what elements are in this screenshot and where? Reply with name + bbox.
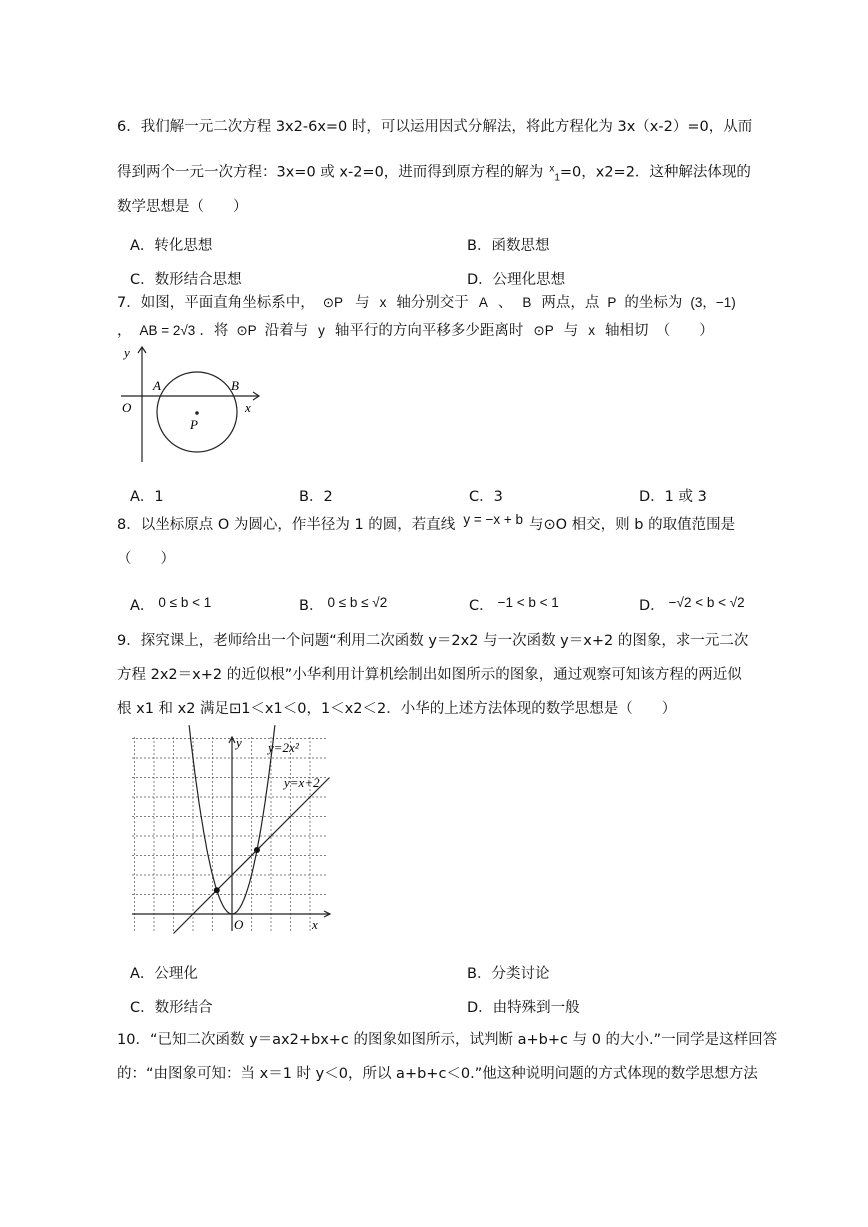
q8-text-a: 8．以坐标原点 O 为圆心，作半径为 1 的圆，若直线 [117, 517, 456, 533]
q10-line2: 的：“由图象可知：当 x＝1 时 y＜0，所以 a+b+c＜0.”他这种说明问题的方式体现的数学思想方法 [117, 1066, 758, 1082]
q7-x-symbol: x [379, 295, 387, 310]
q7-text-h: 沿着与 [264, 323, 309, 339]
q9-figure [128, 733, 334, 935]
q9-grid [132, 737, 328, 931]
q6-line1: 6．我们解一元二次方程 3x2-6x=0 时，可以运用因式分解法，将此方程化为 3x（x-2）=0，从而 [117, 119, 753, 135]
q7-line2 [117, 323, 714, 340]
q6-line2-text-b: =0，x2=2．这种解法体现的 [559, 164, 751, 181]
q7-text-f: 的坐标为 [624, 295, 683, 311]
q9-line3: 根 x1 和 x2 满足⊡1＜x1＜0，1＜x2＜2．小华的上述方法体现的数学思想是（ ） [117, 701, 677, 717]
q7-fig-y-label: y [124, 345, 130, 360]
q8-text-b: 与⊙O 相交，则 b 的取值范围是 [528, 517, 736, 533]
q9-x-label: x [312, 917, 318, 932]
q7-y-symbol: y [318, 323, 325, 338]
q6-option-b: B．函数思想 [467, 238, 550, 254]
q8-option-d-math: −√2 < b < √2 [668, 595, 745, 610]
q7-fig-origin-label: O [122, 400, 132, 415]
q7-text-i: 轴平行的方向平移多少距离时 [334, 323, 524, 339]
q9-option-a: A．公理化 [130, 966, 198, 982]
q7-comma: ， [117, 323, 132, 339]
q9-line-label: y=x+2 [284, 775, 320, 790]
q8-line1 [117, 512, 736, 534]
q7-point-a: A [478, 295, 488, 310]
q10-line1: 10．“已知二次函数 y＝ax2+bx+c 的图象如图所示，试判断 a+b+c 与 0 的大小.”一同学是这样回答 [117, 1032, 778, 1048]
q8-option-a-math: 0 ≤ b < 1 [158, 595, 212, 610]
q7-fig-x-label: x [245, 400, 251, 415]
q7-text-g: ．将 [199, 323, 229, 339]
q8-option-c: C． −1 < b < 1 [469, 595, 559, 614]
q7-option-c: C．3 [469, 489, 503, 505]
q9-intersection-2 [254, 847, 260, 853]
q6-line3: 数学思想是（ ） [117, 199, 248, 215]
q6-x1: $^x_1$ [549, 163, 560, 184]
q6-line2-text: 得到两个一元一次方程：3x=0 或 x-2=0，进而得到原方程的解为 [117, 164, 544, 181]
q8-option-a: A． 0 ≤ b < 1 [130, 595, 212, 614]
q7-text-e: 两点，点 [541, 295, 600, 311]
q9-line1: 9．探究课上，老师给出一个问题“利用二次函数 y＝2x2 与一次函数 y＝x+2 的图象，求一元二次 [117, 633, 749, 649]
q6-option-c: C．数形结合思想 [130, 272, 242, 288]
q8-option-b: B． 0 ≤ b ≤ √2 [299, 595, 388, 614]
q8-line-equation: y = −x + b [463, 512, 523, 527]
q7-fig-b-label: B [231, 378, 239, 393]
q8-option-c-math: −1 < b < 1 [497, 595, 559, 610]
q9-option-c: C．数形结合 [130, 1000, 213, 1016]
q9-option-b: B．分类讨论 [467, 966, 550, 982]
q7-coordinate: (3，−1) [690, 295, 736, 310]
q7-text-b: 与 [355, 295, 370, 311]
q7-point-p: P [607, 295, 617, 310]
q6-option-a: A．转化思想 [130, 238, 213, 254]
q8-option-b-math: 0 ≤ b ≤ √2 [327, 595, 388, 610]
q7-fig-p-label: P [190, 417, 198, 432]
q7-text-d: 、 [497, 295, 513, 311]
q9-origin-label: O [234, 917, 244, 932]
q7-circle-p-3: ⊙P [533, 323, 554, 338]
q7-text-j: 与 [563, 323, 579, 339]
q9-y-label: y [236, 735, 242, 750]
q8-line2: （ ） [117, 551, 175, 567]
q7-text-k: 轴相切 （ ） [604, 323, 714, 339]
q7-line1 [117, 295, 736, 312]
q7-option-d: D．1 或 3 [639, 489, 707, 505]
q9-parabola-label: y=2x² [268, 740, 299, 755]
q7-text-c: 轴分别交于 [396, 295, 469, 311]
q9-line2: 方程 2x2＝x+2 的近似根”小华利用计算机绘制出如图所示的图象，通过观察可知该方程的两近似 [117, 667, 742, 683]
q7-ab-equation: AB = 2√3 [139, 323, 196, 338]
q9-option-d: D．由特殊到一般 [467, 1000, 580, 1016]
q7-text-a: 7．如图，平面直角坐标系中， [117, 295, 315, 311]
q7-x-symbol-2: x [588, 323, 595, 338]
q7-option-a: A．1 [130, 489, 164, 505]
q7-fig-a-label: A [153, 378, 161, 393]
q6-option-d: D．公理化思想 [467, 272, 566, 288]
q6-line2 [117, 163, 751, 184]
q7-circle-p-2: ⊙P [236, 323, 257, 338]
q9-intersection-1 [214, 887, 220, 893]
q8-option-d: D． −√2 < b < √2 [639, 595, 745, 614]
q7-center-dot [195, 411, 199, 415]
q7-point-b: B [522, 295, 532, 310]
q7-circle-p: ⊙P [322, 295, 344, 310]
q7-option-b: B．2 [299, 489, 333, 505]
q7-figure [113, 340, 273, 466]
